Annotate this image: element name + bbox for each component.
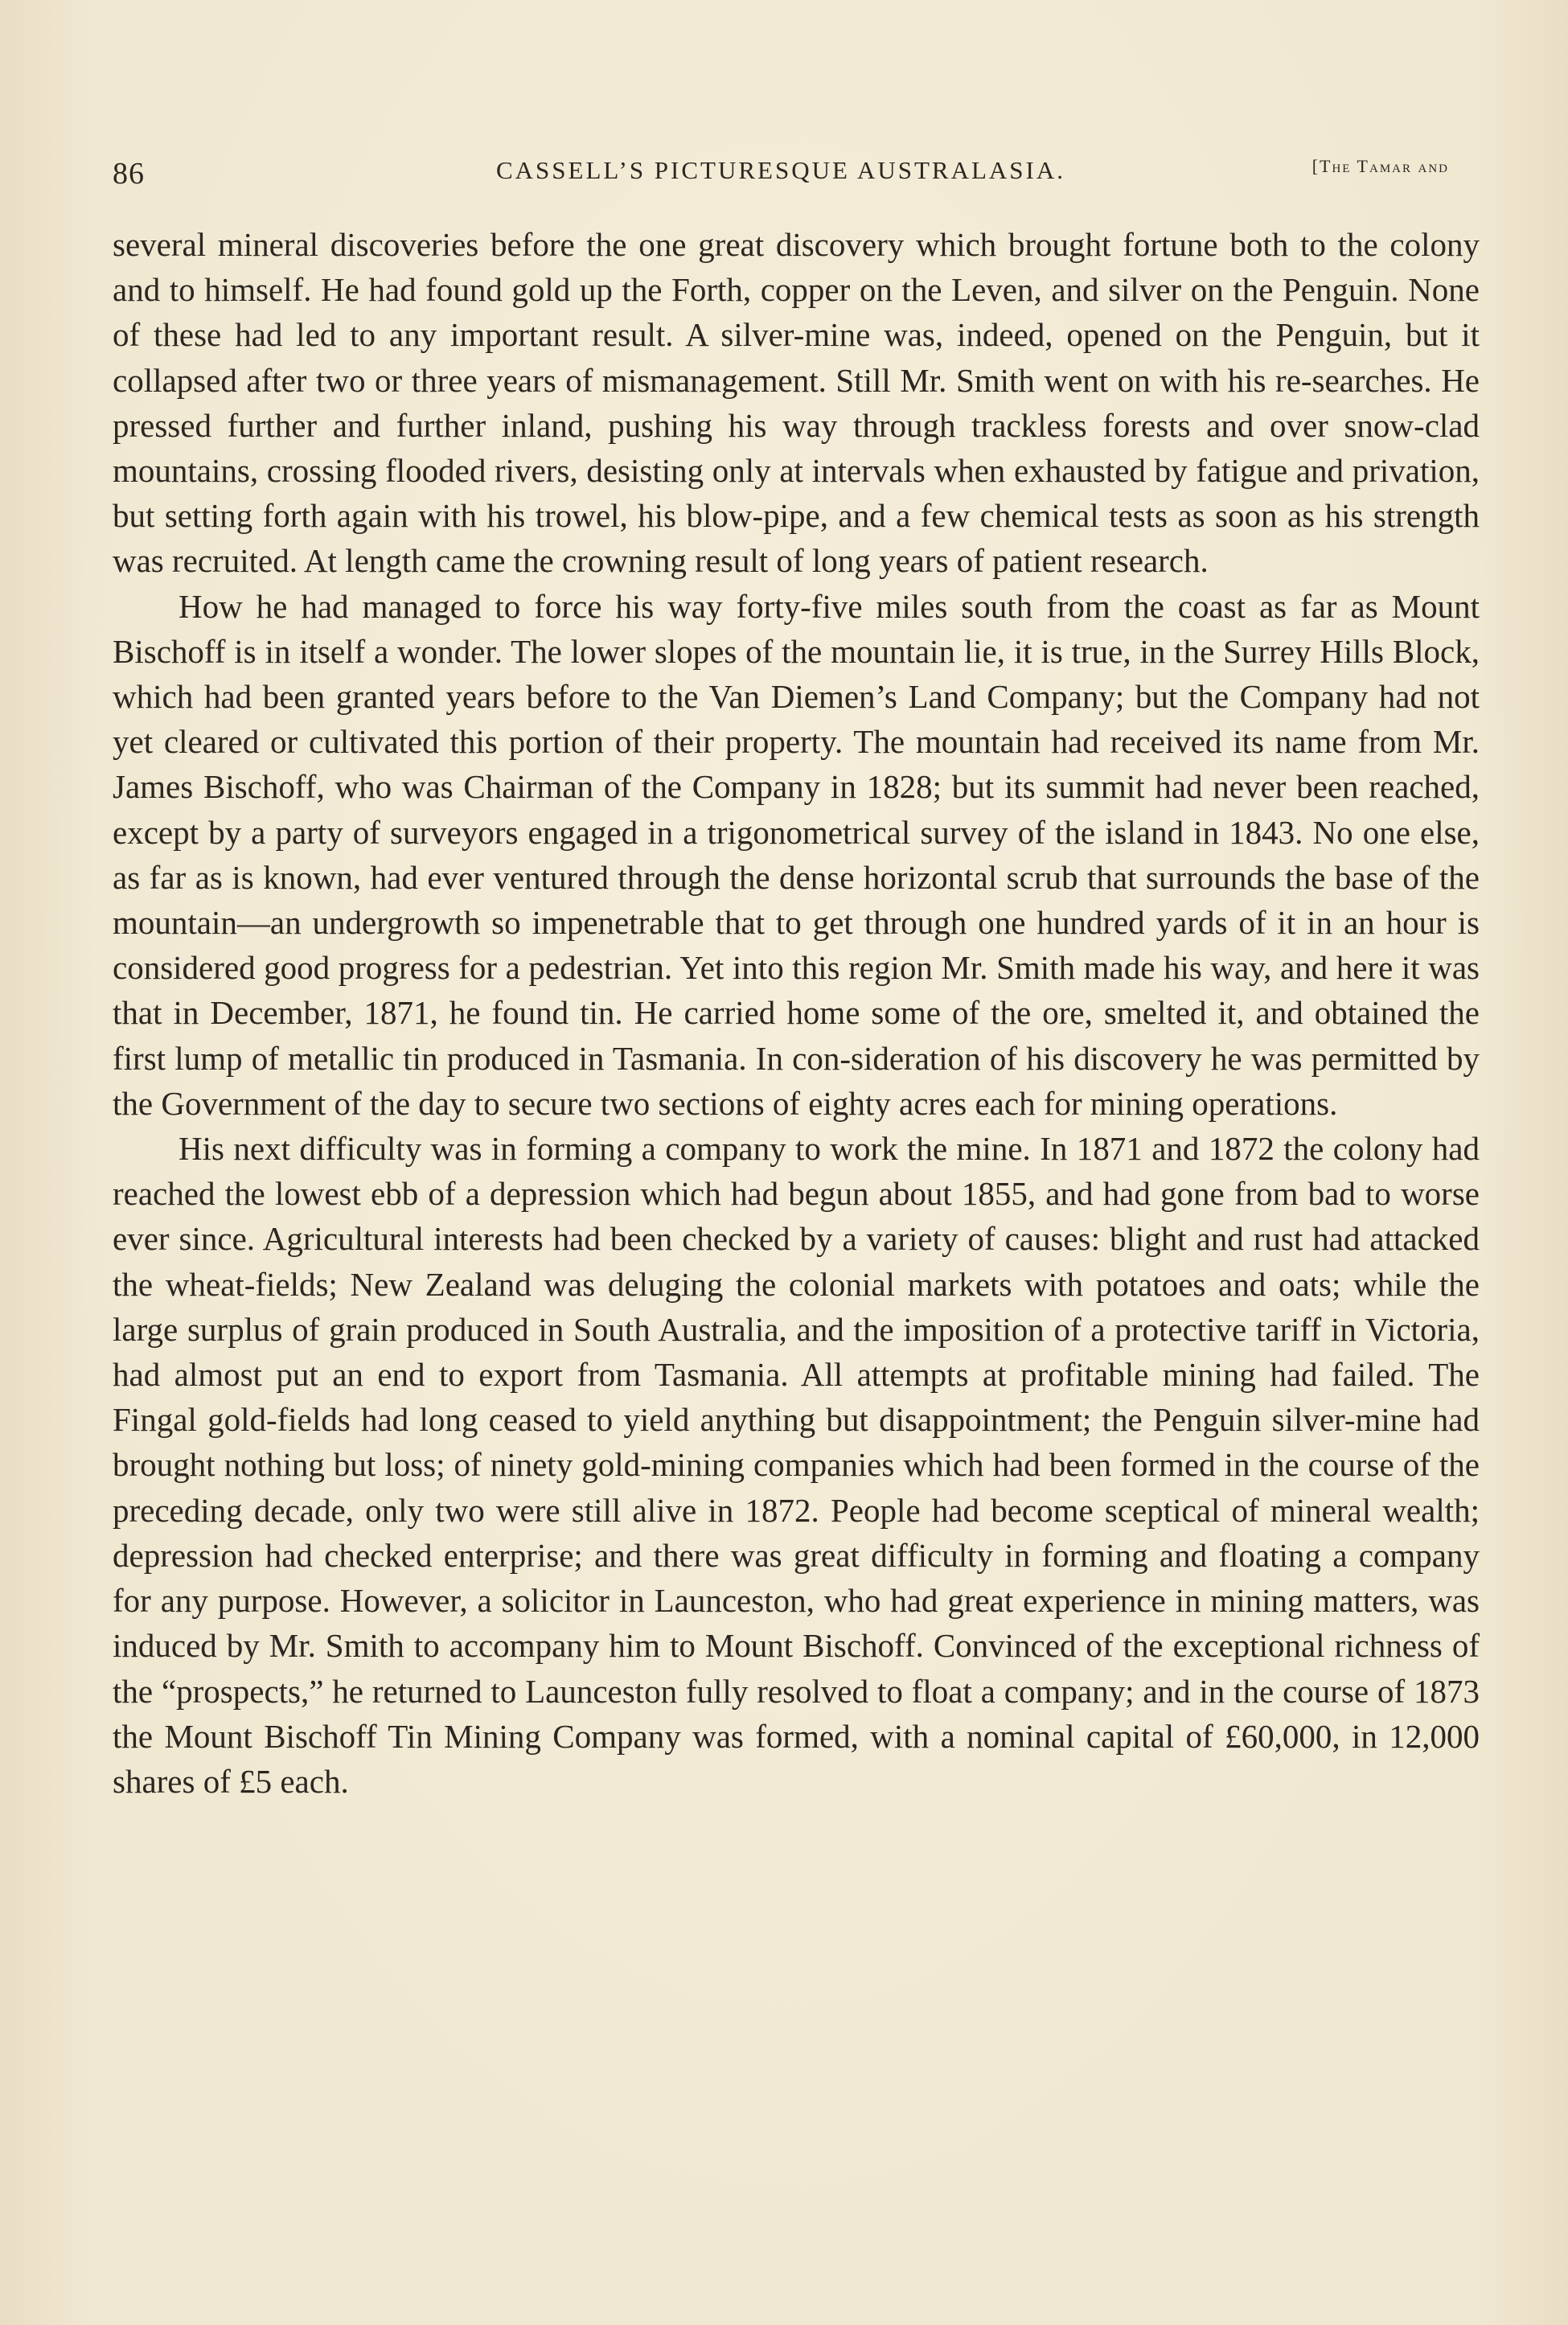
book-title: CASSELL’S PICTURESQUE AUSTRALASIA. — [495, 156, 1066, 184]
running-head — [113, 150, 1449, 198]
paragraph-company-formation: His next difficulty was in forming a company to work the mine. In 1871 and 1872 the colony had reached the lowest ebb of a depression which had begun about 1855, and had gone from bad to worse ever since. Agricultural interests had been checked by a variety of causes: blight and rust had attacked the wheat-fields; New Zealand was deluging the colonial markets with potatoes and oats; while the large surplus of grain produced in South Australia, and the imposition of a protective tariff in Victoria, had almost put an end to export from Tasmania. All attempts at profitable mining had failed. The Fingal gold-fields had long ceased to yield anything but disappointment; the Penguin silver-mine had brought nothing but loss; of ninety gold-mining companies which had been formed in the course of the preceding decade, only two were still alive in 1872. People had become sceptical of mineral wealth; depression had checked enterprise; and there was great difficulty in forming and floating a company for any purpose. However, a solicitor in Launceston, who had great experience in mining matters, was induced by Mr. Smith to accompany him to Mount Bischoff. Convinced of the exceptional richness of the “prospects,” he returned to Launceston fully resolved to float a company; and in the course of 1873 the Mount Bischoff Tin Mining Company was formed, with a nominal capital of £60,000, in 12,000 shares of £5 each. — [113, 1130, 1480, 1800]
page-number: 86 — [113, 157, 145, 191]
paragraph-mount-bischoff: How he had managed to force his way forty-five miles south from the coast as far as Mount Bischoff is in itself a wonder. The lower slopes of the mountain lie, it is true, in the Surrey Hills Block, which had been granted years before to the Van Diemen’s Land Company; but the Company had not yet cleared or cultivated this portion of their property. The mountain had received its name from Mr. James Bischoff, who was Chairman of the Company in 1828; but its summit had never been reached, except by a party of surveyors engaged in a trigonometrical survey of the island in 1843. No one else, as far as is known, had ever ventured through the dense horizontal scrub that surrounds the base of the mountain—an undergrowth so impenetrable that to get through one hundred yards of it in an hour is considered good progress for a pedestrian. Yet into this region Mr. Smith made his way, and here it was that in December, 1871, he found tin. He carried home some of the ore, smelted it, and obtained the first lump of metallic tin produced in Tasmania. In con-sideration of his discovery he was permitted by the Government of the day to secure two sections of eighty acres each for mining operations. — [113, 587, 1480, 1122]
paragraph-continued: several mineral discoveries before the one great discovery which brought fortune both to the colony and to himself. He had found gold up the Forth, copper on the Leven, and silver on the Penguin. None of these had led to any important result. A silver-mine was, indeed, opened on the Penguin, but it collapsed after two or three years of mismanagement. Still Mr. Smith went on with his re-searches. He pressed further and further inland, pushing his way through trackless forests and over snow-clad mountains, crossing flooded rivers, desisting only at intervals when exhausted by fatigue and privation, but setting forth again with his trowel, his blow-pipe, and a few chemical tests as soon as his strength was recruited. At length came the crowning result of long years of patient research. — [113, 226, 1480, 580]
body-text — [113, 222, 1480, 1804]
section-title: [The Tamar and — [1311, 156, 1449, 176]
